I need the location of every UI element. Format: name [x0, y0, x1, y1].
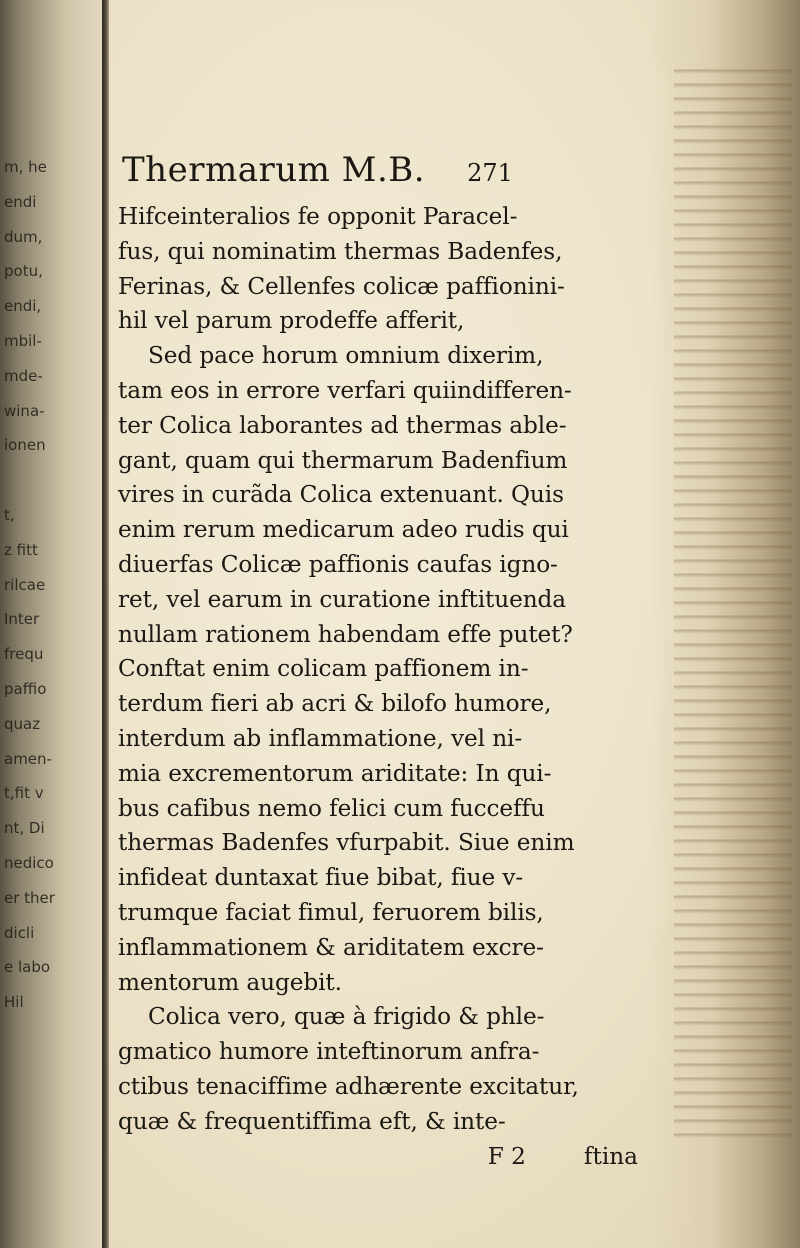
- signature-mark: F 2: [487, 1142, 526, 1170]
- facing-page-fragment: Hil: [4, 993, 24, 1012]
- facing-page-fragment: er ther: [4, 888, 55, 907]
- facing-page-fragment: dum,: [4, 227, 43, 246]
- facing-page-fragment: nedico: [4, 853, 54, 872]
- text-line: infideat duntaxat fiue bibat, fiue v-: [118, 864, 524, 892]
- page-footer: [118, 1140, 718, 1175]
- facing-page-fragment: dicli: [4, 923, 35, 942]
- facing-page-fragment: e labo: [4, 958, 51, 977]
- facing-page-fragment: z fitt: [4, 540, 38, 559]
- text-line: mia excrementorum ariditate: In qui-: [118, 759, 552, 787]
- text-line: Sed pace horum omnium dixerim,: [148, 342, 544, 370]
- text-line: gant, quam qui thermarum Badenfium: [118, 446, 568, 474]
- facing-page-fragment: t,fit v: [4, 784, 44, 803]
- catchword: ftina: [583, 1142, 638, 1170]
- text-line: ctibus tenaciffime adhærente excitatur,: [118, 1072, 579, 1100]
- body-text: [118, 200, 718, 1140]
- text-line: Ferinas, & Cellenfes colicæ paffionini-: [118, 272, 565, 300]
- text-line: enim rerum medicarum adeo rudis qui: [118, 516, 569, 544]
- facing-page-fragment: m, he: [4, 158, 47, 176]
- text-line: interdum ab inflammatione, vel ni-: [118, 724, 523, 752]
- text-line: vires in curãda Colica extenuant. Quis: [118, 481, 564, 509]
- facing-page-fragment: quaz: [4, 714, 41, 733]
- facing-page-fragment: amen-: [4, 749, 52, 768]
- facing-page-fragment: endi: [4, 192, 37, 211]
- facing-page-fragment: endi,: [4, 297, 42, 316]
- text-line: ret, vel earum in curatione inftituenda: [118, 585, 567, 613]
- running-header: [122, 150, 718, 194]
- text-line: thermas Badenfes vfurpabit. Siue enim: [118, 829, 575, 857]
- facing-page-fragment: t,: [4, 505, 15, 524]
- text-line: quæ & frequentiffima eft, & inte-: [118, 1107, 506, 1135]
- page-number: 271: [467, 159, 513, 187]
- text-line: Colica vero, quæ à frigido & phle-: [148, 1003, 545, 1031]
- text-line: diuerfas Colicæ paffionis caufas igno-: [118, 550, 558, 578]
- text-line: inflammationem & ariditatem excre-: [118, 933, 544, 961]
- facing-page-fragment: [4, 463, 100, 498]
- facing-page-fragment: wina-: [4, 401, 45, 420]
- facing-page-fragment: mbil-: [4, 331, 42, 350]
- text-line: Hifceinteralios fe opponit Paracel-: [118, 203, 518, 230]
- text-line: gmatico humore inteftinorum anfra-: [118, 1038, 540, 1066]
- text-line: nullam rationem habendam effe putet?: [118, 620, 573, 648]
- text-line: fus, qui nominatim thermas Badenfes,: [118, 237, 563, 265]
- facing-page-fragment: ionen: [4, 436, 46, 455]
- text-line: bus cafibus nemo felici cum fucceffu: [118, 794, 545, 822]
- facing-page-fragment: potu,: [4, 262, 43, 281]
- facing-page-fragment: Inter: [4, 610, 40, 629]
- book-gutter: [102, 0, 109, 1248]
- text-line: trumque faciat fimul, feruorem bilis,: [118, 898, 544, 926]
- facing-page-fragment: frequ: [4, 645, 44, 664]
- printed-page: [118, 150, 718, 1174]
- facing-page-text-fragments: [4, 150, 100, 1020]
- running-title: Thermarum M.B.: [122, 150, 426, 190]
- facing-page-fragment: nt, Di: [4, 819, 45, 838]
- text-line: Conftat enim colicam paffionem in-: [118, 655, 529, 683]
- text-line: ter Colica laborantes ad thermas able-: [118, 411, 567, 439]
- text-line: terdum fieri ab acri & bilofo humore,: [118, 690, 552, 718]
- facing-page-fragment: rilcae: [4, 575, 46, 594]
- text-line: hil vel parum prodeffe afferit,: [118, 307, 465, 335]
- text-line: tam eos in errore verfari quiindifferen-: [118, 376, 572, 404]
- facing-page-fragment: mde-: [4, 366, 43, 385]
- facing-page-fragment: paffio: [4, 679, 47, 698]
- text-line: mentorum augebit.: [118, 968, 342, 996]
